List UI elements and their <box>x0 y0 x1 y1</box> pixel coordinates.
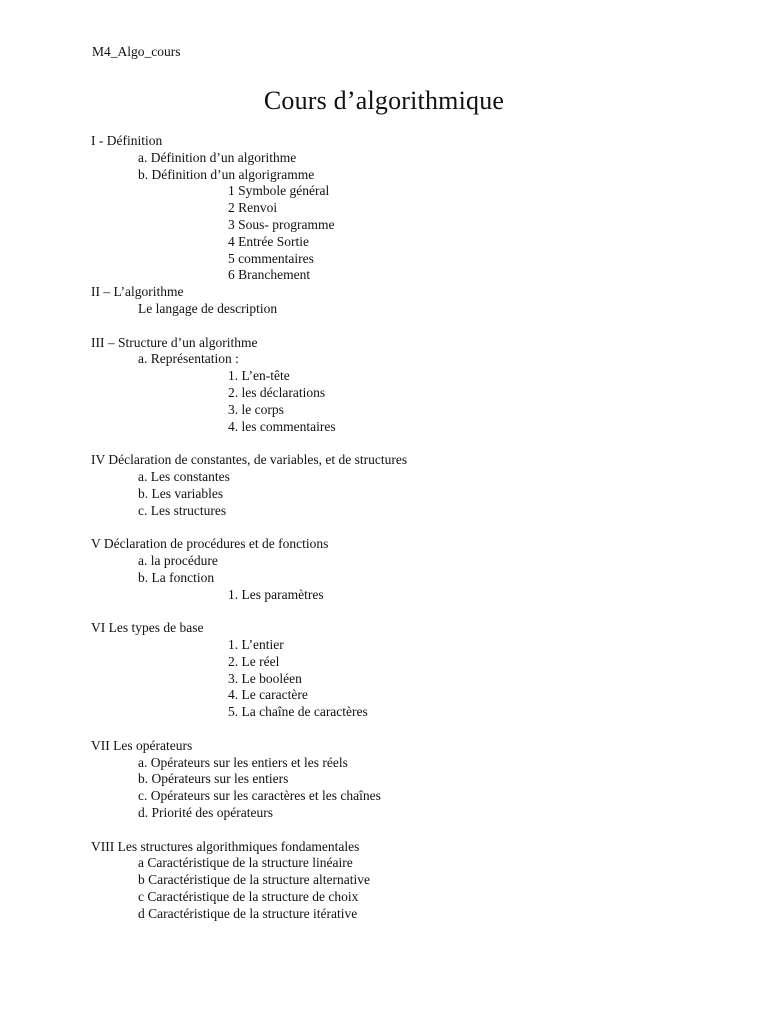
subsubsection-item: 1 Symbole général <box>228 183 330 199</box>
section-heading: IV Déclaration de constantes, de variables, et de structures <box>91 452 408 468</box>
subsubsection-item: 3 Sous- programme <box>228 217 335 232</box>
subsubsection-item: 2. Le réel <box>228 653 280 669</box>
section-heading: VI Les types de base <box>91 620 204 636</box>
section-heading: II – L’algorithme <box>91 284 184 300</box>
subsection-item: a. la procédure <box>138 553 218 568</box>
subsubsection-item: 4. les commentaires <box>228 418 336 434</box>
subsubsection-item: 5 commentaires <box>228 250 314 266</box>
subsubsection-item: 5. La chaîne de caractères <box>228 704 368 720</box>
subsection-item: c. Les structures <box>138 502 227 518</box>
subsection-item: d. Priorité des opérateurs <box>138 805 273 820</box>
subsection-item: a. Les constantes <box>138 469 230 484</box>
subsection-item: a. Représentation : <box>138 351 239 367</box>
subsection-item: b. Les variables <box>138 485 224 501</box>
subsection-item: a Caractéristique de la structure linéaire <box>138 855 353 871</box>
document-title: Cours d’algorithmique <box>263 86 505 115</box>
subsubsection-item: 3. le corps <box>228 401 284 417</box>
subsubsection-item: 4. Le caractère <box>228 687 308 703</box>
section-heading: VII Les opérateurs <box>91 737 193 753</box>
document-header: M4_Algo_cours <box>92 44 181 59</box>
subsection-item: a. Définition d’un algorithme <box>138 149 297 165</box>
subsection-item: b. La fonction <box>138 569 215 585</box>
subsection-item: d Caractéristique de la structure itérative <box>138 905 358 921</box>
subsubsection-item: 1. L’en-tête <box>228 368 290 384</box>
section-heading: I - Définition <box>91 133 163 148</box>
subsubsection-item: 6 Branchement <box>228 267 311 283</box>
subsubsection-item: 3. Le booléen <box>228 670 302 686</box>
subsection-item: c. Opérateurs sur les caractères et les chaînes <box>138 788 381 804</box>
subsection-item: b Caractéristique de la structure alternative <box>138 872 371 888</box>
subsubsection-item: 2. les déclarations <box>228 385 326 400</box>
subsubsection-item: 2 Renvoi <box>228 200 278 216</box>
subsection-item: b. Définition d’un algorigramme <box>138 166 315 182</box>
subsubsection-item: 1. L’entier <box>228 637 284 652</box>
subsection-item: c Caractéristique de la structure de choix <box>138 889 359 904</box>
subsubsection-item: 4 Entrée Sortie <box>228 233 309 249</box>
subsubsection-item: 1. Les paramètres <box>228 586 324 602</box>
subsection-item: a. Opérateurs sur les entiers et les réels <box>138 754 348 770</box>
section-heading: V Déclaration de procédures et de fonctions <box>91 536 329 552</box>
subsection-item: Le langage de description <box>138 301 278 316</box>
section-heading: VIII Les structures algorithmiques fondamentales <box>91 838 360 854</box>
subsection-item: b. Opérateurs sur les entiers <box>138 771 289 787</box>
section-heading: III – Structure d’un algorithme <box>91 334 258 350</box>
